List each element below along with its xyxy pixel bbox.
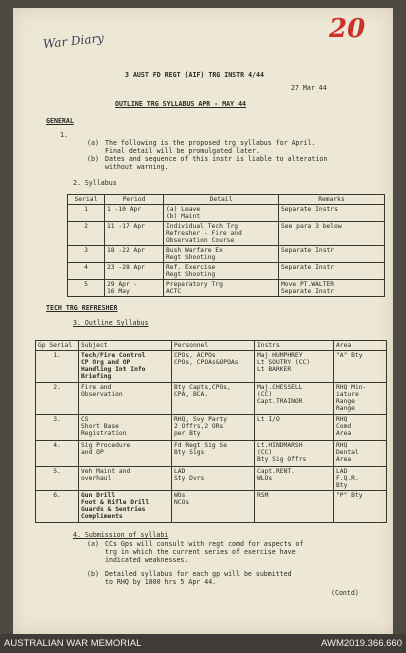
table-cell: 1. [36, 351, 79, 383]
table-cell: 1 [68, 205, 105, 222]
item-b-label: (b) [87, 155, 99, 163]
table-row [36, 441, 387, 467]
table-cell: 4. [36, 441, 79, 467]
para-4-b-line2: to RHQ by 1800 hrs 5 Apr 44. [105, 578, 217, 586]
table-cell: Maj HUMPHREY Lt SOUTRY (CC) Lt BARKER [255, 351, 334, 383]
table-cell: LAD F.Q.R. Bty [334, 467, 387, 491]
table-cell: Preparatory Trg ACTC [164, 280, 279, 297]
para-4-b-label: (b) [87, 570, 99, 578]
table-cell: "P" Bty [334, 491, 387, 523]
table-cell: Fd Regt Sig Se Bty Sigs [172, 441, 255, 467]
column-header: Area [334, 341, 387, 351]
table-cell: 4 [68, 263, 105, 280]
table-cell: (a) Leave (b) Maint [164, 205, 279, 222]
item-b-line1: Dates and sequence of this instr is liable to alteration [105, 155, 328, 163]
table-cell: RHQ Dental Area [334, 441, 387, 467]
archive-reference: AWM2019.366.660 [321, 638, 402, 649]
table-cell: Capt.RENT. WLOs [255, 467, 334, 491]
item-b-line2: without warning. [105, 163, 169, 171]
table-header-row [68, 195, 385, 205]
para-2-heading: 2. Syllabus [73, 179, 117, 187]
archive-footer [0, 634, 406, 653]
para-4-a-line3: indicated weaknesses. [105, 556, 189, 564]
table-cell: Ref. Exercise Regt Shooting [164, 263, 279, 280]
table-row [68, 205, 385, 222]
outline-heading: 3. Outline Syllabus [73, 319, 149, 327]
table-cell: LAD Sty Dvrs [172, 467, 255, 491]
document-page [13, 8, 393, 634]
column-header: Remarks [279, 195, 385, 205]
table-cell: RSM [255, 491, 334, 523]
table-cell: 3 [68, 246, 105, 263]
table-row [36, 415, 387, 441]
table-cell: CPOs, ACPOs CPOs, CPOAs&OPOAs [172, 351, 255, 383]
column-header: Period [105, 195, 164, 205]
item-a-line1: The following is the proposed trg syllabus for April. [105, 139, 316, 147]
table-cell: Bty Capts,CPOs, CPA, BCA. [172, 383, 255, 415]
outline-syllabus-table [35, 340, 387, 523]
column-header: Detail [164, 195, 279, 205]
table-cell: Individual Tech Trg Refresher - Fire and Observation Course [164, 222, 279, 246]
table-cell: Maj.CHESSELL (CC) Capt.TRAINOR [255, 383, 334, 415]
table-cell: See para 3 below [279, 222, 385, 246]
table-cell: Lt I/O [255, 415, 334, 441]
table-cell: RHQ Min- iature Range Range [334, 383, 387, 415]
continued-marker: (Contd) [331, 589, 359, 597]
column-header: Gp Serial [36, 341, 79, 351]
general-heading: GENERAL [46, 117, 74, 125]
table-row [68, 263, 385, 280]
table-cell: 2 [68, 222, 105, 246]
tech-heading: TECH TRG REFRESHER [46, 304, 118, 312]
folio-number: 20 [329, 14, 366, 44]
table-cell: RHQ, Svy Party 2 Offrs,2 ORs per Bty [172, 415, 255, 441]
table-row [68, 246, 385, 263]
table-cell: 18 -22 Apr [105, 246, 164, 263]
doc-title: OUTLINE TRG SYLLABUS APR - MAY 44 [115, 100, 247, 108]
table-cell: Gun Drill Foot & Rifle Drill Guards & Sentries Compliments [79, 491, 172, 523]
table-cell: 11 -17 Apr [105, 222, 164, 246]
doc-date: 27 Mar 44 [291, 84, 327, 92]
para-4-a-line2: trg in which the current series of exercise have [105, 548, 296, 556]
item-a-line2: Final detail will be promulgated later. [105, 147, 260, 155]
table-row [36, 351, 387, 383]
para-4-a-line1: CCs Gps will consult with regt comd for aspects of [105, 540, 304, 548]
table-header-row [36, 341, 387, 351]
handwritten-note: War Diary [42, 30, 105, 52]
table-row [36, 467, 387, 491]
para-4-a-label: (a) [87, 540, 99, 548]
table-cell: Veh Maint and overhaul [79, 467, 172, 491]
table-cell: 5. [36, 467, 79, 491]
syllabus-table [67, 194, 385, 297]
table-cell: 3. [36, 415, 79, 441]
table-cell: Lt.HINDMARSH (CC) Bty Sig Offrs [255, 441, 334, 467]
table-cell: 5 [68, 280, 105, 297]
archive-name: AUSTRALIAN WAR MEMORIAL [4, 638, 142, 649]
table-cell: 23 -28 Apr [105, 263, 164, 280]
table-cell: Move PT.WALTER Separate Instr [279, 280, 385, 297]
table-cell: Tech/Fire Control CP Org and OP Handling Int Info Briefing [79, 351, 172, 383]
table-cell: 2. [36, 383, 79, 415]
table-cell: Separate Instr [279, 263, 385, 280]
table-cell: Sig Procedure and OP [79, 441, 172, 467]
table-cell: WOs NCOs [172, 491, 255, 523]
column-header: Serial [68, 195, 105, 205]
column-header: Subject [79, 341, 172, 351]
table-row [36, 383, 387, 415]
table-cell: 6. [36, 491, 79, 523]
table-row [68, 222, 385, 246]
doc-reference: 3 AUST FD REGT (AIF) TRG INSTR 4/44 [125, 71, 264, 79]
para-4-title: 4. Submission of syllabi [73, 531, 169, 539]
column-header: Personnel [172, 341, 255, 351]
table-cell: 1 -10 Apr [105, 205, 164, 222]
table-cell: 29 Apr - 16 May [105, 280, 164, 297]
column-header: Instrs [255, 341, 334, 351]
para-4-b-line1: Detailed syllabus for each gp will be submitted [105, 570, 292, 578]
table-cell: Bush Warfare Ex Regt Shooting [164, 246, 279, 263]
table-cell: RHQ Comd Area [334, 415, 387, 441]
table-cell: CS Short Base Registration [79, 415, 172, 441]
para-1-number: 1. [60, 131, 68, 139]
table-cell: Separate Instrs [279, 205, 385, 222]
item-a-label: (a) [87, 139, 99, 147]
table-row [36, 491, 387, 523]
table-cell: Fire and Observation [79, 383, 172, 415]
table-cell: Separate Instr [279, 246, 385, 263]
table-row [68, 280, 385, 297]
table-cell: "A" Bty [334, 351, 387, 383]
